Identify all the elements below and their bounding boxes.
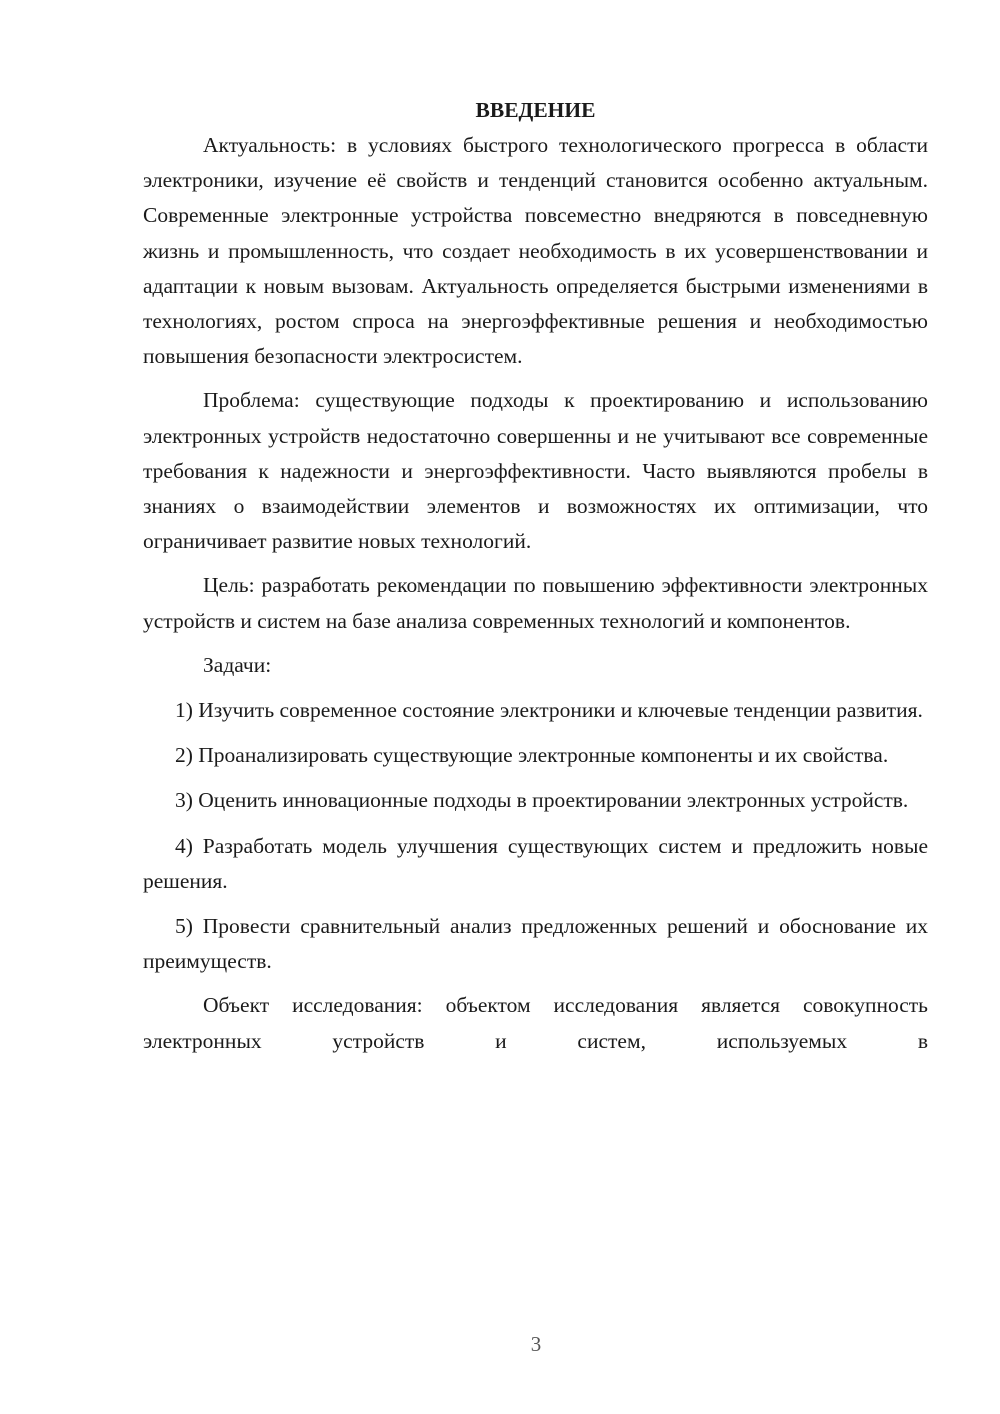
tasks-list [143,693,928,979]
task-item: 3) Оценить инновационные подходы в проектировании электронных устройств. [175,788,909,813]
problem-paragraph: Проблема: существующие подходы к проектированию и использованию электронных устройств недостаточно совершенны и не учитывают все современные требования к надежности и энергоэффективности. Часто выявляются пробелы в знаниях о взаимодействии элементов и возможностях их оптимизации, что ограничивает развитие новых технологий. [143,388,928,554]
task-item: 2) Проанализировать существующие электронные компоненты и их свойства. [175,743,889,768]
task-item: 5) Провести сравнительный анализ предложенных решений и обоснование их преимуществ. [143,914,928,974]
task-item: 1) Изучить современное состояние электроники и ключевые тенденции развития. [175,698,923,723]
page-number: 3 [530,1332,542,1356]
goal-paragraph: Цель: разработать рекомендации по повышению эффективности электронных устройств и систем на базе анализа современных технологий и компонентов. [143,573,928,633]
section-title: ВВЕДЕНИЕ [475,98,596,122]
document-page [143,92,928,1059]
object-paragraph: Объект исследования: объектом исследования является совокупность электронных устройств и систем, используемых в [143,993,928,1053]
tasks-heading: Задачи: [203,652,272,677]
task-item: 4) Разработать модель улучшения существующих систем и предложить новые решения. [143,833,928,893]
relevance-paragraph: Актуальность: в условиях быстрого технологического прогресса в области электроники, изучение её свойств и тенденций становится особенно актуальным. Современные электронные устройства повсеместно внедряются в повседневную жизнь и промышленность, что создает необходимость в их усовершенствовании и адаптации к новым вызовам. Актуальность определяется быстрыми изменениями в технологиях, ростом спроса на энергоэффективные решения и необходимостью повышения безопасности электросистем. [143,133,928,369]
